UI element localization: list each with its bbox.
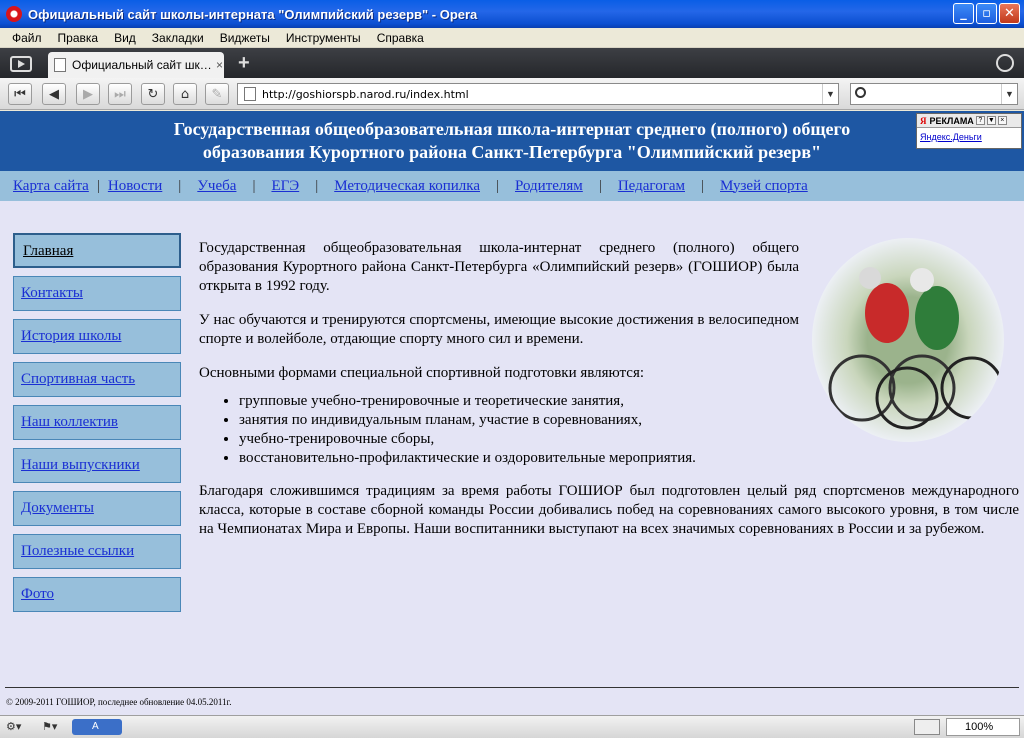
maximize-button[interactable]: ▫ — [976, 3, 997, 24]
nav-study-link[interactable]: Учеба — [197, 177, 237, 194]
panels-icon[interactable]: ⚙▾ — [6, 720, 22, 733]
back-button[interactable]: ◀ — [42, 83, 66, 105]
sidebar-item-photo[interactable]: Фото — [13, 577, 181, 612]
sidebar-menu — [13, 233, 181, 620]
nav-separator: | — [598, 177, 602, 194]
site-footer — [0, 687, 1024, 707]
sidebar-item-sports[interactable]: Спортивная часть — [13, 362, 181, 397]
home-button[interactable]: ⌂ — [173, 83, 197, 105]
tab-bar — [0, 48, 1024, 78]
sidebar-item-staff[interactable]: Наш коллектив — [13, 405, 181, 440]
menu-bar — [0, 28, 1024, 48]
nav-separator: | — [178, 177, 182, 194]
menu-edit[interactable]: Правка — [57, 30, 99, 45]
top-navigation — [0, 171, 1024, 201]
list-item: • восстановительно-профилактические и оздоровительные мероприятия. — [239, 449, 1019, 468]
sidebar-item-links[interactable]: Полезные ссылки — [13, 534, 181, 569]
nav-separator: | — [701, 177, 705, 194]
address-dropdown-icon[interactable]: ▼ — [822, 84, 838, 104]
view-button[interactable] — [914, 719, 940, 735]
menu-tools[interactable]: Инструменты — [285, 30, 361, 45]
sidebar-item-documents[interactable]: Документы — [13, 491, 181, 526]
sidebar-item-history[interactable]: История школы — [13, 319, 181, 354]
page-icon — [54, 58, 66, 72]
menu-widgets[interactable]: Виджеты — [219, 30, 270, 45]
opera-logo-icon — [6, 6, 22, 22]
window-titlebar — [0, 0, 1024, 28]
nav-news-link[interactable]: Новости — [107, 177, 163, 194]
nav-methods-link[interactable]: Методическая копилка — [334, 177, 480, 194]
tab-close-button[interactable]: × — [216, 58, 224, 72]
main-content — [199, 239, 1019, 554]
nav-parents-link[interactable]: Родителям — [515, 177, 583, 194]
tab-active[interactable] — [48, 52, 224, 78]
list-item: • учебно-тренировочные сборы, — [239, 430, 1019, 449]
nav-ege-link[interactable]: ЕГЭ — [271, 177, 300, 194]
wand-button[interactable]: ✎ — [205, 83, 229, 105]
forward-button[interactable]: ▶ — [76, 83, 100, 105]
nav-separator: | — [252, 177, 256, 194]
page-icon — [244, 87, 256, 101]
nav-sitemap-link[interactable]: Карта сайта — [13, 177, 89, 194]
sidebar-item-home[interactable]: Главная — [13, 233, 181, 268]
ad-widget — [916, 113, 1022, 149]
panel-toggle-icon[interactable] — [10, 56, 32, 72]
menu-bookmarks[interactable]: Закладки — [151, 30, 204, 45]
footer-copyright: © 2009-2011 ГОШИОР, последнее обновление 04.05.2011г. — [6, 697, 232, 707]
page-viewport — [0, 111, 1024, 715]
menu-file[interactable]: Файл — [12, 30, 42, 45]
list-item: • групповые учебно-тренировочные и теоретические занятия, — [239, 392, 1019, 411]
zoom-control[interactable]: 100% — [946, 718, 1020, 736]
address-url[interactable]: http://goshiorspb.narod.ru/index.html — [262, 87, 469, 101]
header-line-1: Государственная общеобразовательная школа-интернат среднего (полного) общего — [173, 119, 851, 139]
training-forms-list — [239, 392, 1019, 468]
navigation-bar — [0, 78, 1024, 110]
nav-teachers-link[interactable]: Педагогам — [617, 177, 685, 194]
new-tab-button[interactable]: + — [238, 52, 250, 74]
window-title: Официальный сайт школы-интерната "Олимпийский резерв" - Opera — [28, 6, 478, 22]
nav-separator: | — [496, 177, 500, 194]
intro-paragraph: Государственная общеобразовательная школа-интернат среднего (полного) общего образования Курортного района Санкт-Петербурга «Олимпийский резерв» (ГОШИОР) была открыта в 1992 году. — [199, 240, 799, 294]
fast-forward-button[interactable]: ⏭ — [108, 83, 132, 105]
menu-view[interactable]: Вид — [114, 30, 136, 45]
search-engine-dropdown-icon[interactable]: ▼ — [1001, 84, 1017, 104]
site-header — [0, 111, 1024, 171]
ad-link[interactable]: Яндекс.Деньги — [920, 132, 982, 142]
nav-separator: | — [315, 177, 319, 194]
reload-button[interactable]: ↻ — [141, 83, 165, 105]
training-paragraph: У нас обучаются и тренируются спортсмены, имеющие высокие достижения в велосипедном спорте и волейболе, отдающие спорту много сил и времени. — [199, 312, 799, 347]
nav-museum-link[interactable]: Музей спорта — [720, 177, 808, 194]
list-item: • занятия по индивидуальным планам, участие в соревнованиях, — [239, 411, 1019, 430]
search-icon — [855, 87, 866, 98]
ad-menu-button[interactable]: ▼ — [987, 117, 995, 124]
forms-paragraph: Основными формами специальной спортивной подготовки являются: — [199, 365, 645, 381]
close-window-button[interactable]: ✕ — [999, 3, 1020, 24]
closed-tabs-trash-icon[interactable] — [996, 54, 1014, 72]
sidebar-item-graduates[interactable]: Наши выпускники — [13, 448, 181, 483]
nav-separator: | — [96, 177, 100, 194]
address-bar[interactable] — [237, 83, 839, 105]
achievements-paragraph: Благодаря сложившимся традициям за время работы ГОШИОР был подготовлен целый ряд спортсменов международного класса, которые в составе сборной команды России добивались побед на соревнованиях самого высокого уровня, в том числе на Чемпионатах Мира и Европы. Наши воспитанники выступают на всех значимых соревнованиях в России и за рубежом. — [199, 483, 1019, 537]
menu-help[interactable]: Справка — [376, 30, 424, 45]
unite-icon[interactable]: ⚑▾ — [42, 720, 58, 733]
sidebar-item-contacts[interactable]: Контакты — [13, 276, 181, 311]
header-line-2: образования Курортного района Санкт-Петербурга "Олимпийский резерв" — [202, 142, 822, 162]
status-bar — [0, 715, 1024, 738]
yandex-logo: Я — [920, 115, 927, 126]
rewind-button[interactable]: ⏮ — [8, 83, 32, 105]
ad-label: РЕКЛАМА — [929, 115, 974, 126]
search-input[interactable] — [850, 83, 1018, 105]
ad-help-button[interactable]: ? — [976, 116, 985, 125]
turbo-button[interactable]: A — [72, 719, 122, 735]
tab-title: Официальный сайт шк… — [72, 58, 212, 72]
ad-close-button[interactable]: × — [998, 116, 1007, 125]
minimize-button[interactable]: _ — [953, 3, 974, 24]
